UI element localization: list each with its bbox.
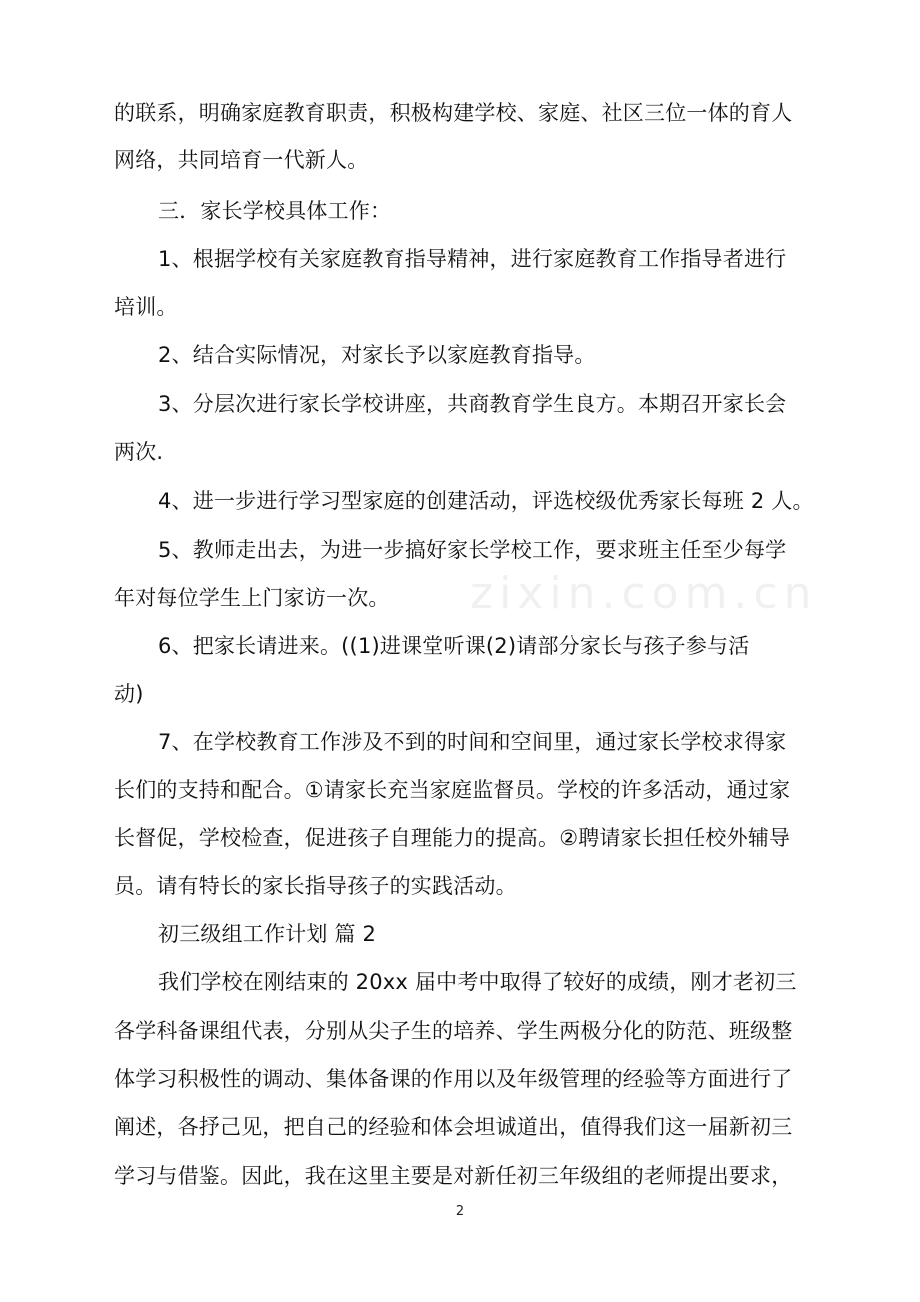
text-line: 培训。 (114, 295, 178, 319)
text-line: 的联系，明确家庭教育职责，积极构建学校、家庭、社区三位一体的育人 (114, 101, 793, 125)
text-line: 7、在学校教育工作涉及不到的时间和空间里，通过家长学校求得家 (158, 730, 787, 754)
section-heading: 三．家长学校具体工作： (158, 199, 392, 223)
watermark: zixin.com.cn (470, 568, 818, 619)
text-line: 1、根据学校有关家庭教育指导精神，进行家庭教育工作指导者进行 (158, 247, 787, 271)
page-number: 2 (455, 1204, 465, 1219)
text-line: 长督促，学校检查，促进孩子自理能力的提高。②聘请家长担任校外辅导 (114, 826, 791, 850)
text-line: 年对每位学生上门家访一次。 (114, 586, 390, 610)
text-line: 阐述，各抒己见，把自己的经验和体会坦诚道出，值得我们这一届新初三 (114, 1115, 793, 1139)
text-line: 体学习积极性的调动、集体备课的作用以及年级管理的经验等方面进行了 (114, 1067, 793, 1091)
text-line: 学习与借鉴。因此，我在这里主要是对新任初三年级组的老师提出要求， (114, 1164, 793, 1188)
text-line: 我们学校在刚结束的 20xx 届中考中取得了较好的成绩，刚才老初三 (158, 970, 797, 994)
text-line: 6、把家长请进来。((1)进课堂听课(2)请部分家长与孩子参与活 (158, 634, 750, 658)
text-line: 各学科备课组代表，分别从尖子生的培养、学生两极分化的防范、班级整 (114, 1019, 793, 1043)
text-line: 两次. (114, 440, 164, 464)
text-line: 3、分层次进行家长学校讲座，共商教育学生良方。本期召开家长会 (158, 392, 787, 416)
text-line: 4、进一步进行学习型家庭的创建活动，评选校级优秀家长每班 2 人。 (158, 489, 814, 513)
text-line: 动) (114, 682, 144, 706)
text-line: 2、结合实际情况，对家长予以家庭教育指导。 (158, 343, 596, 367)
text-line: 5、教师走出去，为进一步搞好家长学校工作，要求班主任至少每学 (158, 538, 787, 562)
text-line: 网络，共同培育一代新人。 (114, 148, 369, 172)
section-heading: 初三级组工作计划 篇 2 (158, 922, 377, 946)
text-line: 员。请有特长的家长指导孩子的实践活动。 (114, 874, 517, 898)
text-line: 长们的支持和配合。①请家长充当家庭监督员。学校的许多活动，通过家 (114, 778, 791, 802)
